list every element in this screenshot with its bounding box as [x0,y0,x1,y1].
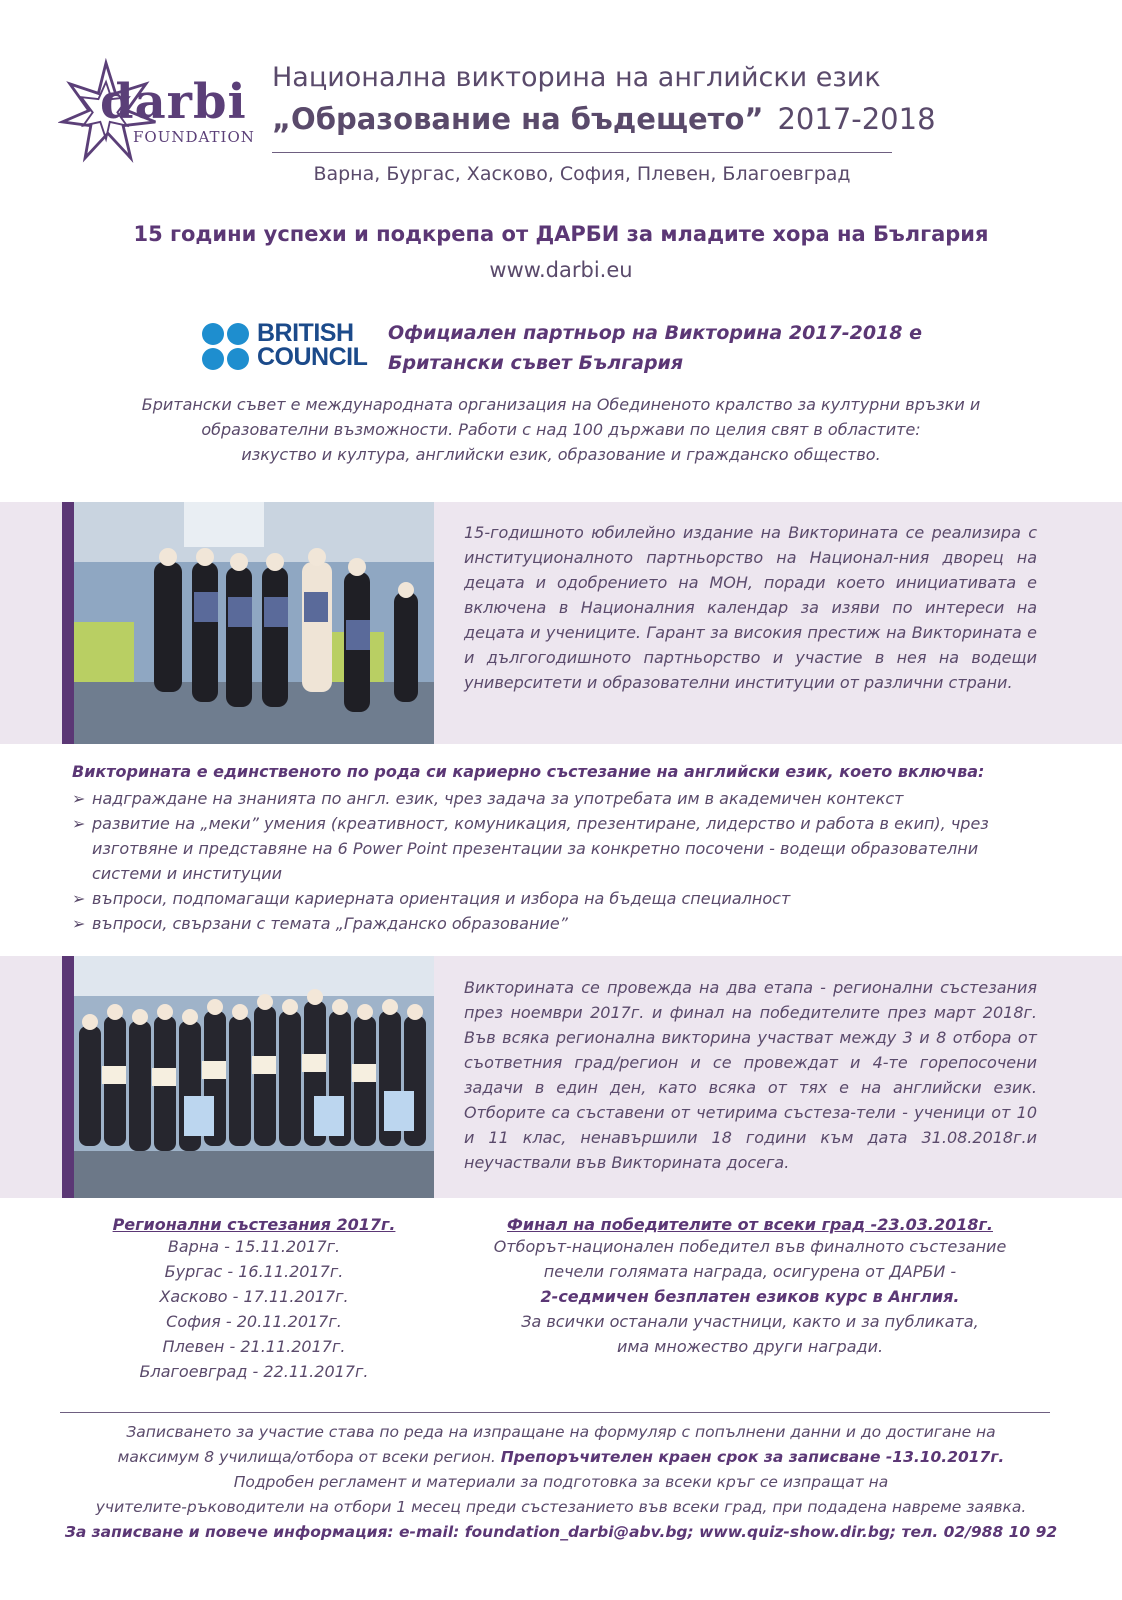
regional-heading: Регионални състезания 2017г. [112,1215,396,1234]
final-heading: Финал на победителите от всеки град -23.03.2018г. [507,1215,993,1234]
page-subtitle [272,102,936,136]
arrow-bullet-icon: ➢ [72,889,86,908]
bc-desc-line2: образователни възможности. Работи с над 100 държави по целия свят в областите: [201,420,921,439]
partner-line2: Британски съвет България [388,352,684,374]
british-council-logo [257,321,367,369]
footer-line3: Подробен регламент и материали за подготовка за всеки кръг се изпращат на [233,1473,889,1491]
footer-line1: Записването за участие става по реда на изпращане на формуляр с попълнени данни и до достигане на [126,1423,996,1441]
final-line: има множество други награди. [616,1337,884,1356]
british-council-dots-icon [202,323,250,371]
features-list [72,786,1032,936]
cities-list: Варна, Бургас, Хасково, София, Плевен, Благоевград [313,163,851,185]
footer-line2: максимум 8 училища/отбора от всеки регион. Препоръчителен краен срок за записване -13.10.2017г. [117,1448,1005,1466]
contact-info[interactable]: За записване и повече информация: e-mail: foundation_darbi@abv.bg; www.quiz-show.dir.bg; тел. 02/988 10 92 [64,1523,1058,1541]
bc-desc-line3: изкуство и култура, английски език, образование и гражданско общество. [241,445,881,464]
regional-date: София - 20.11.2017г. [166,1312,342,1331]
arrow-bullet-icon: ➢ [72,814,86,833]
regional-date: Бургас - 16.11.2017г. [164,1262,344,1281]
arrow-bullet-icon: ➢ [72,789,86,808]
logo-brand: darbi [100,74,247,130]
footer-line4: учителите-ръководители на отбори 1 месец преди състезанието във всеки град, при подадена навреме заявка. [95,1498,1027,1516]
final-info [450,1215,1050,1359]
list-item: ➢ въпроси, подпомагащи кариерната ориентация и избора на бъдеща специалност [72,886,1032,911]
page-title: Национална викторина на английски език [272,62,881,93]
final-line: Отборът-национален победител във финалното състезание [493,1237,1007,1256]
partner-line1: Официален партньор на Викторина 2017-2018 е [388,322,922,344]
section2-accent-bar [62,956,74,1198]
header-divider [272,152,892,153]
award-ceremony-photo [74,502,434,744]
list-item: ➢ надграждане на знанията по англ. език, чрез задача за употребата им в академичен контекст [72,786,1032,811]
regional-date: Плевен - 21.11.2017г. [162,1337,346,1356]
deadline: Препоръчителен краен срок за записване -13.10.2017г. [500,1448,1005,1466]
footer-divider [60,1412,1050,1413]
regional-date: Варна - 15.11.2017г. [167,1237,341,1256]
section2-text: Викторината се провежда на два етапа - регионални състезания през ноември 2017г. и финал на победителите през март 2018г. Във всяка регионална викторина участват между 3 и 8 отбора от съответния град/регион и се провеждат и 4-те горепосочени задачи в един ден, като всяка от тях е на английски език. Отборите са съставени от четирима състеза-тели - ученици от 10 и 11 клас, ненавършили 18 години към дата 31.08.2018г.и неучаствали във Викторината досега. [464,978,1037,1172]
bc-logo-line2: COUNCIL [257,343,368,371]
features-title: Викторината е единственото по рода си кариерно състезание на английски език, което включва: [72,762,985,781]
regional-schedule [84,1215,424,1384]
british-council-description [0,392,1122,467]
bc-logo-line1: BRITISH [257,319,354,347]
section1-accent-bar [62,502,74,744]
section1-text: 15-годишното юбилейно издание на Викторината се реализира с институционалното партньорство на Национал-ния дворец на децата и одобрението на МОН, поради което инициативата е включена в Националния календар за изяви по интереси на децата и учениците. Гарант за високия престиж на Викторината е и дългогодишното партньорство и участие в нея на водещи университети и образователни институции от различни страни. [464,523,1037,692]
logo-subtitle: FOUNDATION [133,128,255,146]
regional-date: Благоевград - 22.11.2017г. [139,1362,369,1381]
list-item: ➢ развитие на „меки” умения (креативност, комуникация, презентиране, лидерство и работа в екип), чрез изготвяне и представяне на 6 Power Point презентации за конкретно посочени - водещи образователни системи и институции [72,811,1032,886]
regional-date: Хасково - 17.11.2017г. [159,1287,349,1306]
participants-group-photo [74,956,434,1198]
headline: 15 години успехи и подкрепа от ДАРБИ за младите хора на България [133,222,989,246]
subtitle-name: „Образование на бъдещето” [272,102,764,136]
final-line: За всички останали участници, както и за публиката, [521,1312,979,1331]
website-link[interactable]: www.darbi.eu [489,258,633,282]
arrow-bullet-icon: ➢ [72,914,86,933]
footer [0,1420,1122,1545]
bc-desc-line1: Британски съвет е международната организация на Обединеното кралство за културни връзки и [141,395,981,414]
final-line: печели голямата награда, осигурена от ДАРБИ - [543,1262,957,1281]
partner-statement [388,318,922,378]
subtitle-year: 2017-2018 [777,102,936,136]
final-prize: 2-седмичен безплатен езиков курс в Англия. [540,1287,960,1306]
list-item: ➢ въпроси, свързани с темата „Гражданско образование” [72,911,1032,936]
